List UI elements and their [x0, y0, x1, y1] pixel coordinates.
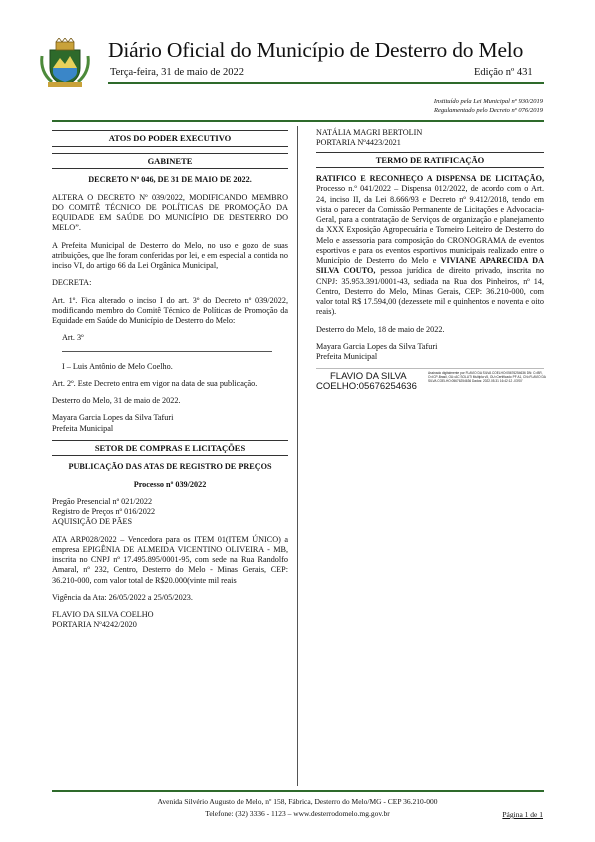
pregao-number: Pregão Presencial nº 021/2022 [52, 496, 153, 506]
process-number: Processo nº 039/2022 [133, 479, 207, 489]
ratification-text-2: pessoa jurídica de direito privado, inscrita no CNPJ: 35.953.391/0001-43, sediada na Rua dos Pinheiros, nº 14, Centro, Desterro do Melo, Minas Gerais, CEP: 36.210-000, com valor total R$ 17.594,00 (dezessete mil e quinhentos e noventa e oito reais). [316, 266, 545, 317]
ata-description: ATA ARP028/2022 – Vencedora para os ITEM 01(ITEM ÚNICO) a empresa EPIGÊNIA DE ALMEIDA VICENTINO OLIVEIRA - MB, inscrita no CNPJ nº 17.495.895/0001-95, com sede na Rua Randolfo Amaral, nº 232, Centro, Desterro do Melo - Minas Gerais, CEP: 36.210-000, com valor total de R$20.000(vinte mil reais [52, 534, 288, 585]
purchasing-signer-role: PORTARIA Nº4242/2020 [52, 620, 137, 630]
section-heading-purchasing: SETOR DE COMPRAS E LICITAÇÕES [52, 440, 288, 457]
article-3-item-1: I – Luis Antônio de Melo Coelho. [62, 361, 173, 371]
ratification-signer-role: Prefeita Municipal [316, 352, 378, 362]
issue-date: Terça-feira, 31 de maio de 2022 [110, 67, 244, 78]
price-registry-number: Registro de Preços nº 016/2022 [52, 507, 156, 517]
content-top-rule [52, 120, 544, 122]
article-1: Art. 1º. Fica alterado o inciso I do art. 3º do Decreto nº 039/2022, modificando membro do Comitê Técnico de Políticas de Promoção da Equidade em Saúde do Município de Desterro do Melo: [52, 295, 288, 325]
digital-signature-block [316, 368, 544, 393]
decree-title: DECRETO Nº 046, DE 31 DE MAIO DE 2022. [88, 175, 252, 185]
left-column [52, 128, 288, 631]
decree-signer-role: Prefeita Municipal [52, 423, 114, 433]
edition-number: Edição nº 431 [474, 67, 533, 78]
footer-contact: Telefone: (32) 3336 - 1123 – www.desterrodomelo.mg.gov.br [205, 809, 390, 818]
publication-title: PUBLICAÇÃO DAS ATAS DE REGISTRO DE PREÇOS [68, 462, 272, 472]
decree-place-date: Desterro do Melo, 31 de maio de 2022. [52, 396, 181, 405]
page-number: Página 1 de 1 [502, 810, 543, 819]
ata-validity: Vigência da Ata: 26/05/2022 a 25/05/2023. [52, 592, 193, 602]
digital-signature-name: FLAVIO DA SILVA [330, 371, 407, 383]
decree-preamble: A Prefeita Municipal de Desterro do Melo, no uso e gozo de suas atribuições, que lhe foram conferidas por lei, e em especial a contida no inciso VI, do artigo 66 da Lei Orgânica Municipal, [52, 240, 288, 270]
top-signer-name: NATÁLIA MAGRI BERTOLIN [316, 128, 423, 137]
ratification-lead: RATIFICO E RECONHEÇO A DISPENSA DE LICITAÇÃO, [316, 174, 544, 184]
institution-law: Instituído pela Lei Municipal nº 930/2019 [433, 98, 543, 105]
ratification-signer-name: Mayara Garcia Lopes da Silva Tafuri [316, 341, 438, 351]
ratification-text-1: Processo n.º 041/2022 – Dispensa 012/2022, de acordo com o Art. 24, inciso II, da Lei 8.666/93 e Decreto nº 9.412/2018, tendo em vista o parecer da Comissão Permanente de Licitações e Advocacia-Geral, para a contratação de Serviços de organização e planejamento da XXX Exposição Agropecuária e Torneiro Leiteiro de Desterro do Melo e assessoria para composição do CRONOGRAMA de eventos esportivos e para os eventos esportivos municipais realizado entre o Município de Desterro do Melo e [316, 184, 544, 266]
acquisition-object: AQUISIÇÃO DE PÃES [52, 517, 133, 527]
decreta-label: DECRETA: [52, 278, 92, 288]
dotted-separator [62, 350, 272, 352]
decree-summary: ALTERA O DECRETO Nº 039/2022, MODIFICANDO MEMBRO DO COMITÊ TÉCNICO DE POLÍTICAS DE PROMOÇÃO DA EQUIDADE EM SAÚDE DO MUNICÍPIO DE DESTERRO DO MELO”. [52, 192, 288, 233]
journal-title: Diário Oficial do Município de Desterro do Melo [108, 38, 524, 62]
right-column [316, 128, 544, 393]
section-heading-executive: ATOS DO PODER EXECUTIVO [52, 130, 288, 147]
ratification-place-date: Desterro do Melo, 18 de maio de 2022. [316, 324, 445, 334]
header-rule [108, 82, 544, 84]
digital-signature-id: COELHO:05676254636 [316, 381, 417, 393]
digital-signature-details: Assinado digitalmente por FLAVIO DA SILVA COELHO:05676254636 DN: C=BR, O=ICP-Brasil, OU=AC SOLUTI Multipla v5, OU=Certificado PF A1, CN=FLAVIO DA SILVA COELHO:05676254636 Dados: 2022.05.31 16:42:12 -03'00' [428, 371, 546, 384]
footer-address: Avenida Silvério Augusto de Melo, nº 158, Fábrica, Desterro do Melo/MG - CEP 36.210-000 [157, 797, 438, 806]
article-3-label: Art. 3º [62, 333, 84, 343]
ratification-company: VIVIANE APARECIDA DA SILVA COUTO, [316, 256, 544, 276]
ratification-heading: TERMO DE RATIFICAÇÃO [316, 152, 544, 169]
municipal-crest-icon [38, 38, 92, 88]
regulation-decree: Regulamentado pelo Decreto nº 076/2019 [433, 107, 543, 114]
column-divider [297, 126, 298, 786]
decree-signer-name: Mayara Garcia Lopes da Silva Tafuri [52, 413, 174, 423]
purchasing-signer-name: FLAVIO DA SILVA COELHO [52, 610, 154, 620]
top-signer-role: PORTARIA Nº4423/2021 [316, 138, 401, 148]
article-2: Art. 2º. Este Decreto entra em vigor na data de sua publicação. [52, 378, 258, 388]
subsection-heading-gabinete: GABINETE [52, 153, 288, 170]
ratification-body [316, 174, 544, 318]
footer-rule [52, 790, 544, 792]
